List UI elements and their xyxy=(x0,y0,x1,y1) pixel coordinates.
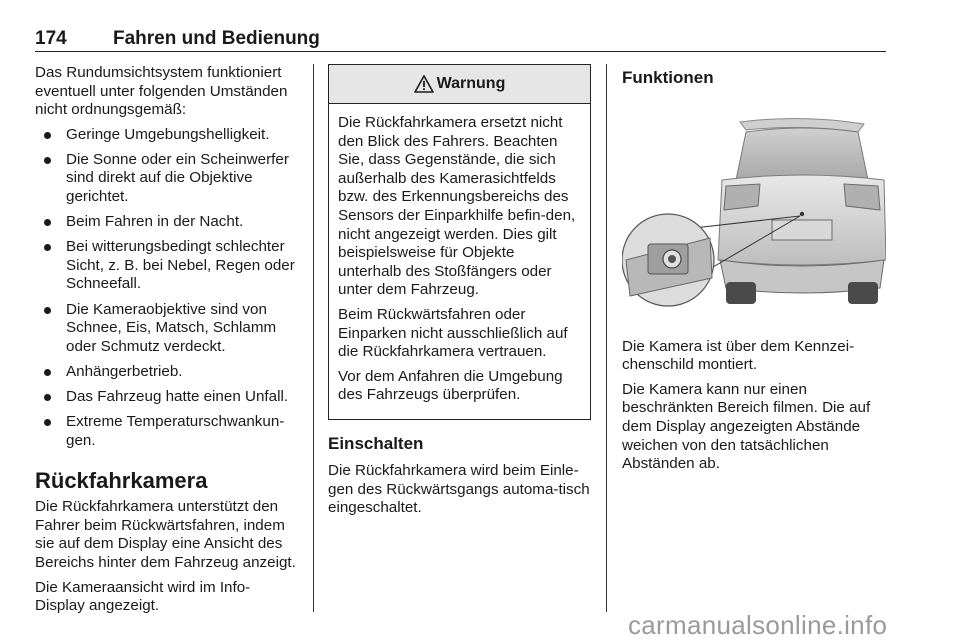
subsection-heading: Einschalten xyxy=(328,433,424,453)
warning-paragraph: Die Rückfahrkamera ersetzt nicht den Blick des Fahrers. Beachten Sie, dass Gegenstände, die sich außerhalb des Kamerasichtfelds bzw. des Erkennungsbereichs des Sensors der Einparkhilfe befin-den, nicht angezeigt werden. Dies gilt beispielsweise für Objekte unterhalb des Stoßfängers oder unter dem Fahrzeug. xyxy=(338,114,576,299)
list-item: Bei witterungsbedingt schlechter Sicht, z. B. bei Nebel, Regen oder Schneefall. xyxy=(35,238,298,294)
bullet-icon xyxy=(44,419,51,426)
page-header xyxy=(35,28,886,52)
body-paragraph: Die Kamera ist über dem Kennzei-chenschild montiert. xyxy=(622,337,855,374)
bullet-icon xyxy=(44,157,51,164)
list-item: Die Kameraobjektive sind von Schnee, Eis, Matsch, Schlamm oder Schmutz verdeckt. xyxy=(35,301,298,357)
watermark: carmanualsonline.info xyxy=(628,610,888,640)
list-item: Geringe Umgebungshelligkeit. xyxy=(35,126,298,145)
intro-paragraph: Das Rundumsichtsystem funktioniert eventuell unter folgenden Umständen nicht ordnungsgemäß: xyxy=(35,64,288,119)
page-title: Fahren und Bedienung xyxy=(113,28,320,49)
limitations-list xyxy=(35,126,298,450)
bullet-icon xyxy=(44,244,51,251)
car-rear-camera-illustration xyxy=(622,110,886,314)
warning-title: Warnung xyxy=(436,74,506,92)
warning-box xyxy=(328,64,591,420)
bullet-icon xyxy=(44,132,51,139)
column-divider xyxy=(606,64,607,612)
bullet-icon xyxy=(44,307,51,314)
list-item: Anhängerbetrieb. xyxy=(35,363,298,382)
list-item: Das Fahrzeug hatte einen Unfall. xyxy=(35,388,298,407)
bullet-icon xyxy=(44,369,51,376)
column-right xyxy=(622,64,886,480)
body-paragraph: Die Kameraansicht wird im Info-Display angezeigt. xyxy=(35,578,251,615)
warning-body xyxy=(329,104,590,419)
warning-paragraph: Vor dem Anfahren die Umgebung des Fahrzeugs überprüfen. xyxy=(338,367,563,404)
column-left xyxy=(35,64,298,622)
list-item: Beim Fahren in der Nacht. xyxy=(35,213,298,232)
body-paragraph: Die Rückfahrkamera wird beim Einle-gen des Rückwärtsgangs automa-tisch eingeschaltet. xyxy=(328,461,590,517)
warning-header xyxy=(329,65,590,104)
list-item: Die Sonne oder ein Scheinwerfer sind direkt auf die Objektive gerichtet. xyxy=(35,151,298,207)
body-paragraph: Die Kamera kann nur einen beschränkten Bereich filmen. Die auf dem Display angezeigten Abstände weichen von den tatsächlichen Abständen ab. xyxy=(622,380,871,473)
bullet-icon xyxy=(44,219,51,226)
page-number: 174 xyxy=(35,28,67,49)
bullet-icon xyxy=(44,394,51,401)
section-heading: Rückfahrkamera xyxy=(35,468,208,494)
warning-triangle-icon xyxy=(414,75,434,93)
body-paragraph: Die Rückfahrkamera unterstützt den Fahrer beim Rückwärtsfahren, indem sie auf dem Display eine Ansicht des Bereichs hinter dem Fahrzeug anzeigt. xyxy=(35,498,296,571)
subsection-heading: Funktionen xyxy=(622,68,714,87)
list-item: Extreme Temperaturschwankun-gen. xyxy=(35,413,298,450)
column-divider xyxy=(313,64,314,612)
warning-paragraph: Beim Rückwärtsfahren oder Einparken nicht ausschließlich auf die Rückfahrkamera vertrauen. xyxy=(338,305,568,361)
column-middle xyxy=(328,64,591,524)
